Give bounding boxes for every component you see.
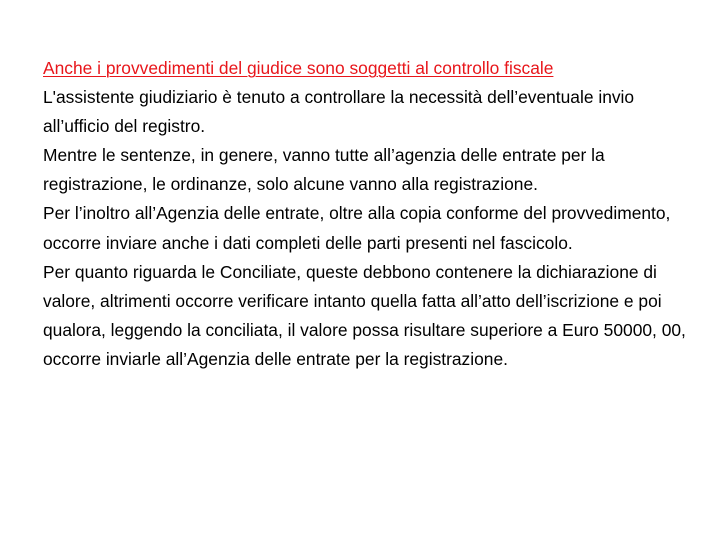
- paragraph-conciliate: Per quanto riguarda le Conciliate, queste debbono contenere la dichiarazione di valore, altrimenti occorre verificare intanto quella fatta all’atto dell’iscrizione e poi qualora, leggendo la conciliata, il valore possa risultare superiore a Euro 50000, 00, occorre inviarle all’Agenzia delle entrate per la registrazione.: [43, 261, 686, 369]
- paragraph-inoltro: Per l’inoltro all’Agenzia delle entrate, oltre alla copia conforme del provvedimento, occorre inviare anche i dati completi delle parti presenti nel fascicolo.: [43, 203, 671, 253]
- document-title: Anche i provvedimenti del giudice sono soggetti al controllo fiscale: [43, 58, 554, 78]
- paragraph-sentenze: Mentre le sentenze, in genere, vanno tutte all’agenzia delle entrate per la registrazione, le ordinanze, solo alcune vanno alla registrazione.: [43, 145, 605, 195]
- paragraph-assistente: L'assistente giudiziario è tenuto a controllare la necessità dell’eventuale invio all’ufficio del registro.: [43, 87, 635, 137]
